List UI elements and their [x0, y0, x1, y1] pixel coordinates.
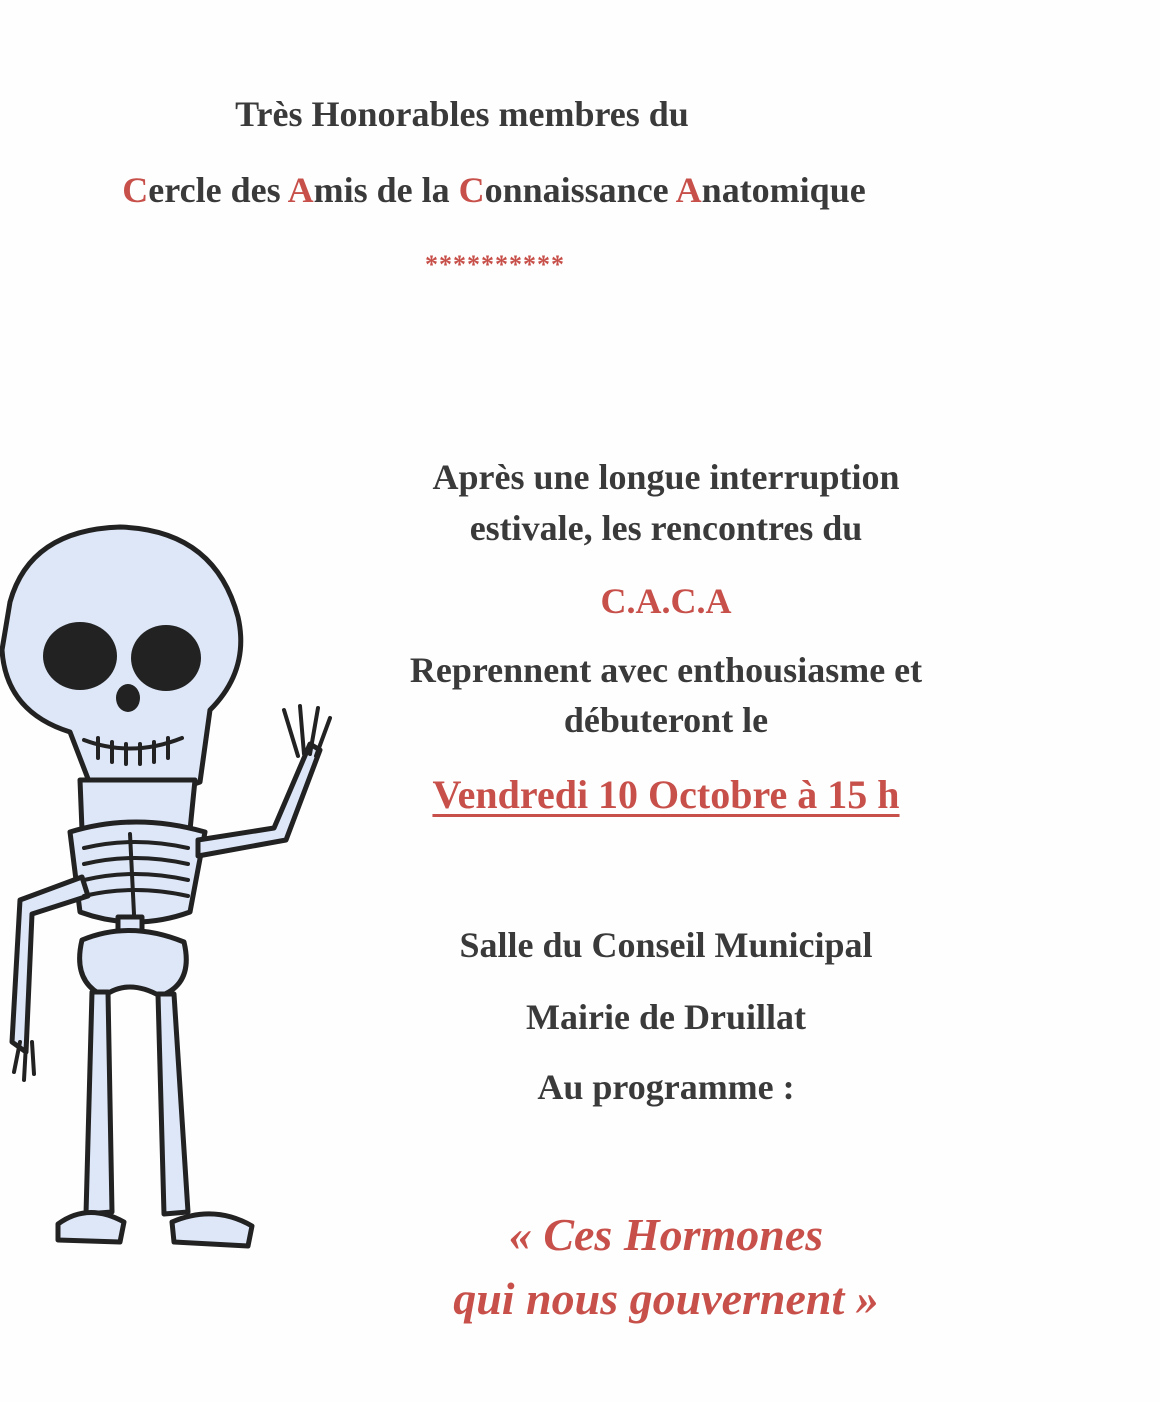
venue-line-3: Au programme : — [537, 1067, 795, 1107]
header-stars-divider: ********** — [425, 250, 565, 279]
body-line-3: Reprennent avec enthousiasme et — [409, 650, 923, 690]
header-word-cercle: ercle des — [148, 170, 288, 210]
header-initial-a-2: A — [675, 170, 702, 210]
skeleton-illustration-icon — [0, 522, 340, 1252]
header-initial-a: A — [287, 170, 314, 210]
venue-line-1: Salle du Conseil Municipal — [459, 925, 873, 965]
header-word-anatomique: natomique — [701, 170, 866, 210]
acronym-title: C.A.C.A — [600, 581, 732, 621]
program-title-line-1: « Ces Hormones — [508, 1209, 824, 1260]
header-initial-c: C — [122, 170, 149, 210]
venue-line-2: Mairie de Druillat — [526, 997, 806, 1037]
header-line-1: Très Honorables membres du — [235, 94, 689, 134]
header-initial-c-2: C — [458, 170, 485, 210]
header-word-connaissance: onnaissance — [484, 170, 676, 210]
program-title-line-2: qui nous gouvernent » — [453, 1273, 879, 1324]
body-line-4: débuteront le — [563, 700, 769, 740]
header-line-2 — [0, 172, 988, 208]
body-line-1: Après une longue interruption — [432, 457, 900, 497]
event-date — [346, 772, 986, 817]
header-word-amis: mis de la — [313, 170, 459, 210]
event-date-text: Vendredi 10 Octobre à 15 h — [432, 772, 900, 817]
body-line-2: estivale, les rencontres du — [469, 508, 863, 548]
